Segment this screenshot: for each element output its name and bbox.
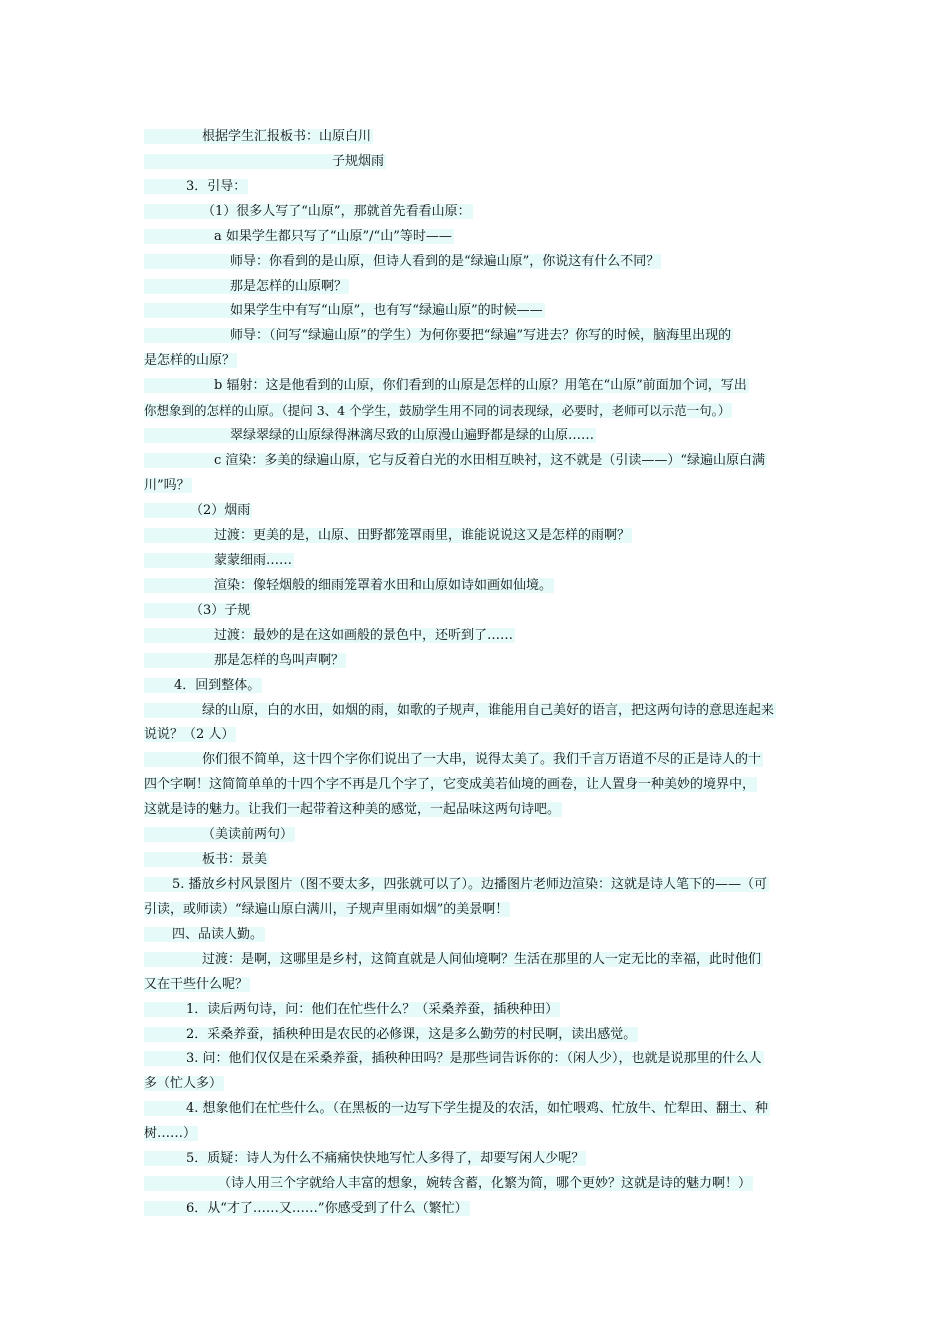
text-line: 过渡：更美的是，山原、田野都笼罩雨里，谁能说说这又是怎样的雨啊？ [144, 523, 632, 548]
text-line: 2．采桑养蚕，插秧种田是农民的必修课，这是多么勤劳的村民啊，读出感觉。 [144, 1022, 638, 1047]
text-line: 是怎样的山原？ [144, 353, 236, 368]
text-line: 说说？（2 人） [144, 727, 235, 742]
text-line: 你们很不简单，这十四个字你们说出了一大串，说得太美了。我们千言万语道不尽的正是诗人的十 [144, 747, 763, 772]
text-line: 6．从“才了……又……”你感受到了什么（繁忙） [144, 1196, 470, 1221]
text-line: 5．质疑：诗人为什么不痛痛快快地写忙人多得了，却要写闲人少呢？ [144, 1146, 586, 1171]
text-line: 师导：你看到的是山原，但诗人看到的是“绿遍山原”，你说这有什么不同？ [144, 249, 661, 274]
text-line: 树……） [144, 1126, 197, 1141]
text-line: 你想象到的怎样的山原。（提问 3、4 个学生，鼓励学生用不同的词表现绿，必要时，老师可以示范一句。） [144, 403, 731, 418]
text-line: （3）子规 [144, 598, 252, 623]
text-line: a 如果学生都只写了“山原”/“山”等时—— [144, 224, 454, 249]
text-line: 那是怎样的鸟叫声啊？ [144, 648, 346, 673]
text-line: 又在干些什么呢？ [144, 977, 249, 992]
text-line: 渲染：像轻烟般的细雨笼罩着水田和山原如诗如画如仙境。 [144, 573, 554, 598]
text-line: 师导：（问写“绿遍山原”的学生）为何你要把“绿遍”写进去？你写的时候，脑海里出现的 [144, 323, 733, 348]
text-line: 这就是诗的魅力。让我们一起带着这种美的感觉，一起品味这两句诗吧。 [144, 802, 561, 817]
text-line: 板书：景美 [144, 847, 269, 872]
text-line: 那是怎样的山原啊？ [144, 274, 349, 299]
text-line: 3. 问：他们仅仅是在采桑养蚕，插秧种田吗？是那些词告诉你的：（闲人少），也就是说那里的什么人 [144, 1046, 764, 1071]
text-line: 4．回到整体。 [144, 673, 262, 698]
text-line: 过渡：是啊，这哪里是乡村，这简直就是人间仙境啊？生活在那里的人一定无比的幸福，此时他们 [144, 947, 763, 972]
text-line: （2）烟雨 [144, 498, 252, 523]
text-line: 四、品读人勤。 [144, 922, 265, 947]
text-line: 1．读后两句诗，问：他们在忙些什么？（采桑养蚕，插秧种田） [144, 997, 560, 1022]
text-line: 川”吗？ [144, 478, 190, 493]
text-line: （美读前两句） [144, 822, 295, 847]
text-line: 4. 想象他们在忙些什么。（在黑板的一边写下学生提及的农活，如忙喂鸡、忙放牛、忙犁田、翻土、种 [144, 1096, 770, 1121]
text-line: 引读，或师读）“绿遍山原白满川，子规声里雨如烟”的美景啊！ [144, 902, 509, 917]
text-line: 如果学生中有写“山原”，也有写“绿遍山原”的时候—— [144, 298, 545, 323]
text-line: （1）很多人写了“山原”，那就首先看看山原： [144, 199, 473, 224]
text-line: 绿的山原，白的水田，如烟的雨，如歌的子规声，谁能用自己美好的语言，把这两句诗的意思连起来 [144, 698, 776, 723]
text-line: 根据学生汇报板书：山原白川 [144, 124, 373, 149]
text-line: （诗人用三个字就给人丰富的想象，婉转含蓄，化繁为简，哪个更妙？这就是诗的魅力啊！） [144, 1171, 753, 1196]
text-line: 3．引导： [144, 174, 248, 199]
text-line: 子规烟雨 [144, 149, 386, 174]
text-line: 多（忙人多） [144, 1076, 223, 1091]
text-line: 蒙蒙细雨…… [144, 548, 294, 573]
text-line: 过渡：最妙的是在这如画般的景色中，还听到了…… [144, 623, 515, 648]
text-line: 翠绿翠绿的山原绿得淋漓尽致的山原漫山遍野都是绿的山原…… [144, 423, 596, 448]
text-line: 四个字啊！这简简单单的十四个字不再是几个字了，它变成美若仙境的画卷，让人置身一种美妙的境界中， [144, 777, 756, 792]
text-line: 5. 播放乡村风景图片（图不要太多，四张就可以了）。边播图片老师边渲染：这就是诗人笔下的——（可 [144, 872, 769, 897]
text-line: c 渲染：多美的绿遍山原，它与反着白光的水田相互映衬，这不就是（引读——）“绿遍山原白满 [144, 448, 767, 473]
text-line: b 辐射：这是他看到的山原，你们看到的山原是怎样的山原？用笔在“山原”前面加个词，写出 [144, 373, 749, 398]
